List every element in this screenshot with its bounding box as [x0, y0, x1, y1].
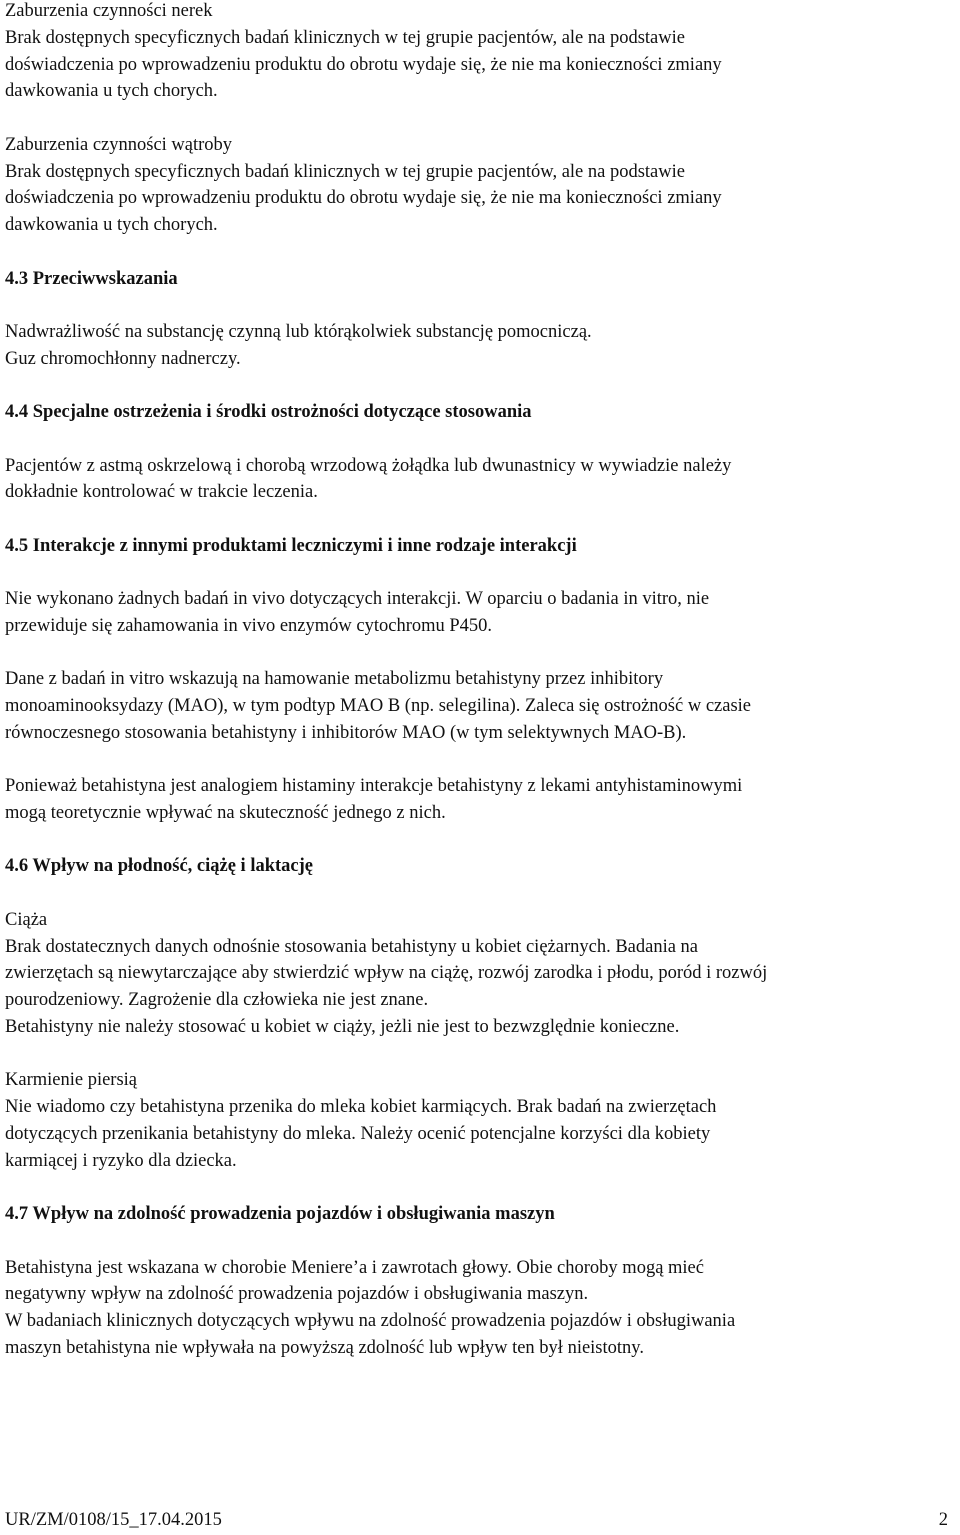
body-line: mogą teoretycznie wpływać na skuteczność jednego z nich. — [5, 803, 446, 824]
section-heading-4-6 — [5, 853, 957, 880]
page-number: 2 — [938, 1510, 948, 1530]
subsection-title-breastfeeding: Karmienie piersią — [5, 1070, 138, 1091]
section-body-4-5-paragraph-1 — [5, 586, 957, 640]
section-body-4-5-paragraph-2 — [5, 666, 957, 746]
body-line: maszyn betahistyna nie wpływała na powyższą zdolność lub wpływ ten był nieistotny. — [5, 1338, 644, 1358]
section-heading-4-4 — [5, 399, 957, 426]
document-code: UR/ZM/0108/15_17.04.2015 — [5, 1510, 222, 1530]
section-breastfeeding — [5, 1067, 957, 1174]
section-pregnancy — [5, 907, 957, 1041]
subsection-title-liver: Zaburzenia czynności wątroby — [5, 134, 233, 155]
body-line: Pacjentów z astmą oskrzelową i chorobą wrzodową żołądka lub dwunastnicy w wywiadzie należy — [5, 455, 732, 476]
body-line: Brak dostępnych specyficznych badań klinicznych w tej grupie pacjentów, ale na podstawie — [5, 161, 685, 182]
section-body-4-3 — [5, 319, 957, 373]
document-page — [5, 0, 957, 1362]
body-line: Nie wykonano żadnych badań in vivo dotyczących interakcji. W oparciu o badania in vitro, nie — [5, 589, 710, 610]
section-body-4-7 — [5, 1255, 957, 1362]
body-line: dawkowania u tych chorych. — [5, 215, 218, 236]
section-heading-4-7 — [5, 1201, 957, 1228]
section-heading-4-3 — [5, 266, 957, 293]
section-body-4-4 — [5, 453, 957, 507]
body-line: negatywny wpływ na zdolność prowadzenia pojazdów i obsługiwania maszyn. — [5, 1284, 589, 1305]
body-line: równoczesnego stosowania betahistyny i inhibitorów MAO (w tym selektywnych MAO-B). — [5, 722, 687, 743]
body-line: Nie wiadomo czy betahistyna przenika do mleka kobiet karmiących. Brak badań na zwierzętach — [5, 1097, 717, 1118]
body-line: Betahistyny nie należy stosować u kobiet w ciąży, jeżli nie jest to bezwzględnie konieczne. — [5, 1017, 680, 1038]
body-line: pourodzeniowy. Zagrożenie dla człowieka nie jest znane. — [5, 990, 429, 1011]
body-line: monoaminooksydazy (MAO), w tym podtyp MAO B (np. selegilina). Zaleca się ostrożność w czasie — [5, 696, 751, 717]
body-line: Guz chromochłonny nadnerczy. — [5, 348, 241, 369]
body-line: dokładnie kontrolować w trakcie leczenia. — [5, 482, 318, 503]
body-line: dotyczących przenikania betahistyny do mleka. Należy ocenić potencjalne korzyści dla kobiety — [5, 1124, 711, 1145]
heading-text: 4.3 Przeciwwskazania — [5, 268, 178, 289]
heading-text: 4.5 Interakcje z innymi produktami leczniczymi i inne rodzaje interakcji — [5, 535, 577, 556]
body-line: Ponieważ betahistyna jest analogiem histaminy interakcje betahistyny z lekami antyhistaminowymi — [5, 776, 743, 797]
subsection-title-pregnancy: Ciąża — [5, 909, 48, 930]
section-liver — [5, 132, 957, 239]
body-line: karmiącej i ryzyko dla dziecka. — [5, 1150, 237, 1171]
body-line: Nadwrażliwość na substancję czynną lub którąkolwiek substancję pomocniczą. — [5, 321, 592, 342]
body-line: przewiduje się zahamowania in vivo enzymów cytochromu P450. — [5, 615, 493, 636]
subsection-title-kidney: Zaburzenia czynności nerek — [5, 1, 213, 21]
body-line: dawkowania u tych chorych. — [5, 81, 218, 102]
heading-text: 4.7 Wpływ na zdolność prowadzenia pojazdów i obsługiwania maszyn — [5, 1204, 555, 1225]
section-body-4-5-paragraph-3 — [5, 773, 957, 827]
heading-text: 4.6 Wpływ na płodność, ciążę i laktację — [5, 856, 313, 877]
section-kidney — [5, 0, 957, 105]
section-heading-4-5 — [5, 533, 957, 560]
body-line: doświadczenia po wprowadzeniu produktu do obrotu wydaje się, że nie ma konieczności zmiany — [5, 188, 722, 209]
body-line: W badaniach klinicznych dotyczących wpływu na zdolność prowadzenia pojazdów i obsługiwania — [5, 1311, 736, 1332]
body-line: Brak dostatecznych danych odnośnie stosowania betahistyny u kobiet ciężarnych. Badania na — [5, 936, 699, 957]
body-line: zwierzętach są niewytarczające aby stwierdzić wpływ na ciążę, rozwój zarodka i płodu, poród i rozwój — [5, 963, 768, 984]
body-line: Dane z badań in vitro wskazują na hamowanie metabolizmu betahistyny przez inhibitory — [5, 669, 664, 690]
body-line: Betahistyna jest wskazana w chorobie Meniere’a i zawrotach głowy. Obie choroby mogą mieć — [5, 1257, 704, 1278]
body-line: doświadczenia po wprowadzeniu produktu do obrotu wydaje się, że nie ma konieczności zmiany — [5, 54, 722, 75]
heading-text: 4.4 Specjalne ostrzeżenia i środki ostrożności dotyczące stosowania — [5, 402, 532, 423]
body-line: Brak dostępnych specyficznych badań klinicznych w tej grupie pacjentów, ale na podstawie — [5, 27, 685, 48]
